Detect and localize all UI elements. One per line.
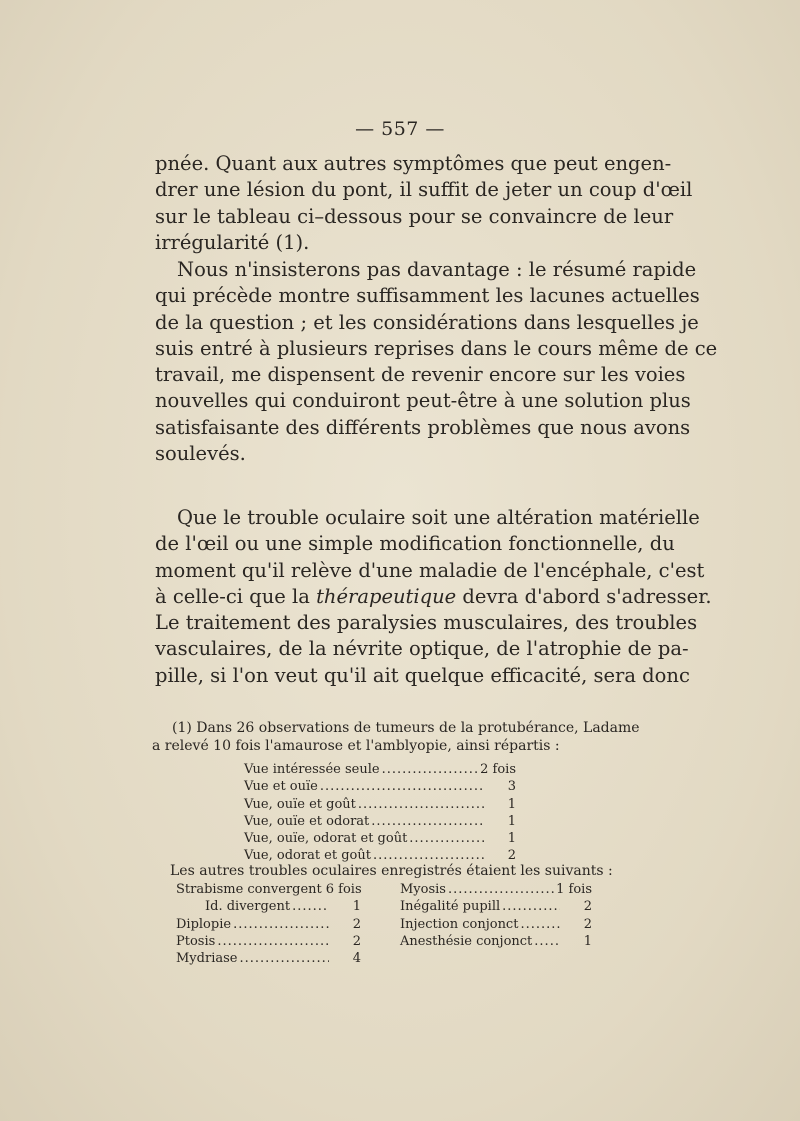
other-troubles-right-table (400, 881, 592, 950)
row-label: Vue, ouïe et odorat (244, 813, 370, 829)
row-value: 1 (352, 899, 361, 915)
text-line: nouvelles qui conduiront peut-être à une solution plus (155, 389, 691, 413)
row-label: Inégalité pupill (400, 899, 501, 915)
row-value: 3 (507, 779, 516, 795)
table-row (244, 796, 516, 813)
row-label: Anesthésie conjonct (400, 933, 533, 949)
row-value: 4 (352, 951, 361, 967)
row-label: Injection conjonct (400, 916, 519, 932)
table-row (400, 898, 592, 915)
leader-dots (292, 898, 329, 915)
row-label: Strabisme convergent (176, 882, 322, 897)
text-line: irrégularité (1). (155, 230, 310, 254)
text-line (155, 584, 712, 610)
text-line: Que le trouble oculaire soit une altération matérielle (177, 506, 700, 529)
row-label: Vue et ouïe (244, 779, 318, 795)
leader-dots (239, 950, 329, 967)
text-line: soulevés. (155, 442, 246, 466)
row-label: Ptosis (176, 933, 216, 949)
page-number: — 557 — (355, 118, 445, 140)
leader-dots (409, 830, 484, 847)
row-value: 6 fois (325, 882, 362, 897)
text-line: drer une lésion du pont, il suffit de jeter un coup d'œil (155, 178, 693, 202)
table-row (176, 916, 361, 933)
row-value: 1 fois (556, 882, 592, 897)
table-row (244, 813, 516, 830)
table-row (400, 933, 592, 950)
text-line: suis entré à plusieurs reprises dans le cours même de ce (155, 336, 718, 360)
vision-table (244, 761, 516, 865)
row-label: Myosis (400, 882, 446, 897)
row-value: 1 (507, 813, 516, 829)
paragraph-2 (155, 257, 718, 467)
paragraph-3 (155, 505, 712, 689)
text-line: qui précède montre suffisamment les lacunes actuelles (155, 284, 700, 308)
leader-dots (371, 813, 484, 830)
text-line: pnée. Quant aux autres symptômes que peut engen- (155, 152, 672, 175)
leader-dots (448, 881, 554, 898)
text-line: moment qu'il relève d'une maladie de l'encéphale, c'est (155, 558, 705, 582)
row-value: 1 (583, 933, 592, 949)
footnote-intro (152, 719, 640, 755)
row-value: 2 (583, 899, 592, 915)
footnote-others-intro (152, 862, 612, 880)
table-row (176, 950, 361, 967)
row-label: Vue, ouïe, odorat et goût (244, 831, 408, 847)
leader-dots (534, 933, 560, 950)
footnote-line: (1) Dans 26 observations de tumeurs de la protubérance, Ladame (172, 720, 640, 736)
row-value: 1 (507, 831, 516, 847)
row-value: 1 (507, 796, 516, 812)
leader-dots (382, 761, 479, 778)
text-line: de la question ; et les considérations dans lesquelles je (155, 310, 699, 334)
row-value: 2 (352, 916, 361, 932)
text-line: pille, si l'on veut qu'il ait quelque efficacité, sera donc (155, 663, 690, 687)
other-troubles-left-table (176, 881, 361, 967)
table-row (400, 881, 592, 898)
text-line: de l'œil ou une simple modification fonctionnelle, du (155, 532, 675, 556)
leader-dots (217, 933, 329, 950)
paragraph-1 (155, 151, 693, 256)
row-label: Mydriase (176, 951, 238, 967)
table-row (176, 933, 361, 950)
leader-dots (520, 916, 560, 933)
row-label: Diplopie (176, 916, 232, 932)
text-segment: devra d'abord s'adresser. (456, 584, 712, 608)
row-value: 2 (352, 933, 361, 949)
text-line: Le traitement des paralysies musculaires, des troubles (155, 611, 698, 635)
text-line: vasculaires, de la névrite optique, de l'atrophie de pa- (155, 637, 689, 661)
row-value: 2 (583, 916, 592, 932)
footnote-line: Les autres troubles oculaires enregistrés étaient les suivants : (170, 863, 613, 879)
leader-dots (320, 778, 484, 795)
table-row (244, 830, 516, 847)
row-label: Vue, ouïe et goût (244, 796, 356, 812)
text-line: satisfaisante des différents problèmes que nous avons (155, 415, 691, 439)
table-row (244, 778, 516, 795)
table-row (176, 898, 361, 915)
table-row (176, 881, 361, 898)
table-row (400, 916, 592, 933)
leader-dots (358, 796, 484, 813)
table-row (244, 761, 516, 778)
text-line: sur le tableau ci–dessous pour se convaincre de leur (155, 204, 674, 228)
leader-dots (502, 898, 560, 915)
text-line: Nous n'insisterons pas davantage : le résumé rapide (177, 258, 697, 281)
italic-term: thérapeutique (316, 584, 457, 608)
row-value: 2 (507, 848, 516, 864)
text-line: travail, me dispensent de revenir encore sur les voies (155, 363, 686, 387)
footnote-line: a relevé 10 fois l'amaurose et l'amblyopie, ainsi répartis : (152, 738, 560, 755)
row-label: Vue, odorat et goût (244, 848, 371, 864)
row-label: Vue intéressée seule (244, 762, 380, 777)
row-label: Id. divergent (205, 899, 291, 915)
leader-dots (233, 916, 329, 933)
row-value: 2 fois (480, 762, 516, 777)
text-segment: à celle-ci que la (155, 584, 317, 608)
